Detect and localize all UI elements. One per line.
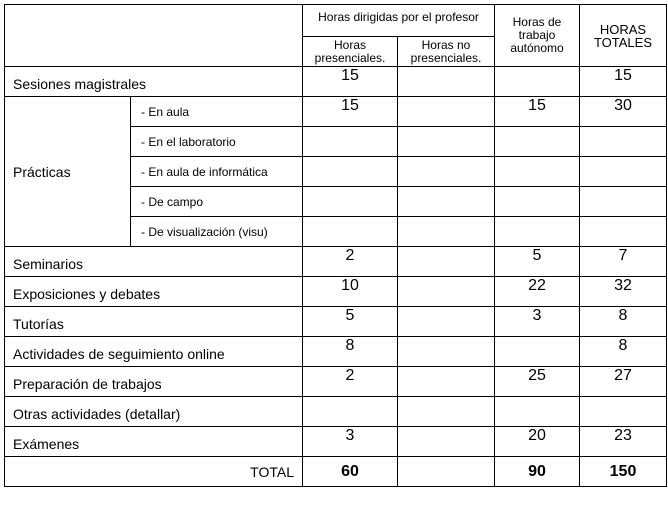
- cell-presenciales: 2: [303, 247, 398, 277]
- table-row: [5, 277, 667, 307]
- cell-total: [580, 127, 667, 157]
- total-autonomo: 90: [495, 457, 580, 487]
- table-row: [5, 337, 667, 367]
- cell-no-presenciales: [398, 217, 495, 247]
- cell-presenciales: 10: [303, 277, 398, 307]
- cell-no-presenciales: [398, 127, 495, 157]
- hours-table: [4, 4, 667, 487]
- cell-autonomo: [495, 217, 580, 247]
- cell-autonomo: 5: [495, 247, 580, 277]
- cell-autonomo: [495, 337, 580, 367]
- header-presenciales: Horas presenciales.: [303, 37, 398, 67]
- cell-total: 8: [580, 307, 667, 337]
- cell-total: [580, 397, 667, 427]
- cell-autonomo: [495, 397, 580, 427]
- cell-presenciales: [303, 397, 398, 427]
- cell-autonomo: [495, 187, 580, 217]
- cell-total: [580, 217, 667, 247]
- table-row: [5, 367, 667, 397]
- row-label: Exposiciones y debates: [5, 277, 303, 307]
- cell-presenciales: 5: [303, 307, 398, 337]
- cell-no-presenciales: [398, 427, 495, 457]
- cell-presenciales: 15: [303, 67, 398, 97]
- header-row-1: [5, 5, 667, 37]
- cell-total: 32: [580, 277, 667, 307]
- row-label: Seminarios: [5, 247, 303, 277]
- cell-autonomo: 25: [495, 367, 580, 397]
- cell-no-presenciales: [398, 247, 495, 277]
- practicas-sub-label: - En aula de informática: [131, 157, 303, 187]
- cell-presenciales: [303, 187, 398, 217]
- cell-no-presenciales: [398, 97, 495, 127]
- total-presenciales: 60: [303, 457, 398, 487]
- total-label: TOTAL: [5, 457, 303, 487]
- table-row: [5, 97, 667, 127]
- cell-total: [580, 157, 667, 187]
- practicas-sub-label: - De campo: [131, 187, 303, 217]
- cell-autonomo: 15: [495, 97, 580, 127]
- header-autonomo: Horas de trabajo autónomo: [495, 5, 580, 67]
- header-professor-group: Horas dirigidas por el profesor: [303, 5, 495, 37]
- cell-autonomo: [495, 127, 580, 157]
- total-total: 150: [580, 457, 667, 487]
- cell-presenciales: 8: [303, 337, 398, 367]
- cell-no-presenciales: [398, 397, 495, 427]
- cell-total: 30: [580, 97, 667, 127]
- cell-no-presenciales: [398, 367, 495, 397]
- cell-presenciales: [303, 157, 398, 187]
- table-row: [5, 427, 667, 457]
- table-row: [5, 307, 667, 337]
- total-no-presenciales: [398, 457, 495, 487]
- row-label: Exámenes: [5, 427, 303, 457]
- table-row: [5, 397, 667, 427]
- cell-autonomo: [495, 67, 580, 97]
- row-label: Preparación de trabajos: [5, 367, 303, 397]
- cell-total: 23: [580, 427, 667, 457]
- cell-no-presenciales: [398, 67, 495, 97]
- total-row: [5, 457, 667, 487]
- cell-presenciales: [303, 217, 398, 247]
- row-label: Tutorías: [5, 307, 303, 337]
- cell-presenciales: 2: [303, 367, 398, 397]
- practicas-sub-label: - En aula: [131, 97, 303, 127]
- cell-total: 27: [580, 367, 667, 397]
- cell-presenciales: 15: [303, 97, 398, 127]
- cell-autonomo: 20: [495, 427, 580, 457]
- table-row: [5, 67, 667, 97]
- practicas-sub-label: - De visualización (visu): [131, 217, 303, 247]
- table-row: [5, 247, 667, 277]
- cell-autonomo: 3: [495, 307, 580, 337]
- cell-no-presenciales: [398, 187, 495, 217]
- cell-autonomo: 22: [495, 277, 580, 307]
- practicas-sub-label: - En el laboratorio: [131, 127, 303, 157]
- cell-total: [580, 187, 667, 217]
- cell-no-presenciales: [398, 277, 495, 307]
- cell-no-presenciales: [398, 157, 495, 187]
- cell-no-presenciales: [398, 337, 495, 367]
- cell-no-presenciales: [398, 307, 495, 337]
- row-label: Sesiones magistrales: [5, 67, 303, 97]
- cell-total: 7: [580, 247, 667, 277]
- cell-presenciales: [303, 127, 398, 157]
- cell-total: 15: [580, 67, 667, 97]
- header-totales: HORAS TOTALES: [580, 5, 667, 67]
- header-blank-cell: [5, 5, 303, 67]
- row-label: Actividades de seguimiento online: [5, 337, 303, 367]
- cell-presenciales: 3: [303, 427, 398, 457]
- cell-autonomo: [495, 157, 580, 187]
- cell-total: 8: [580, 337, 667, 367]
- practicas-label: Prácticas: [5, 97, 131, 247]
- row-label: Otras actividades (detallar): [5, 397, 303, 427]
- header-no-presenciales: Horas no presenciales.: [398, 37, 495, 67]
